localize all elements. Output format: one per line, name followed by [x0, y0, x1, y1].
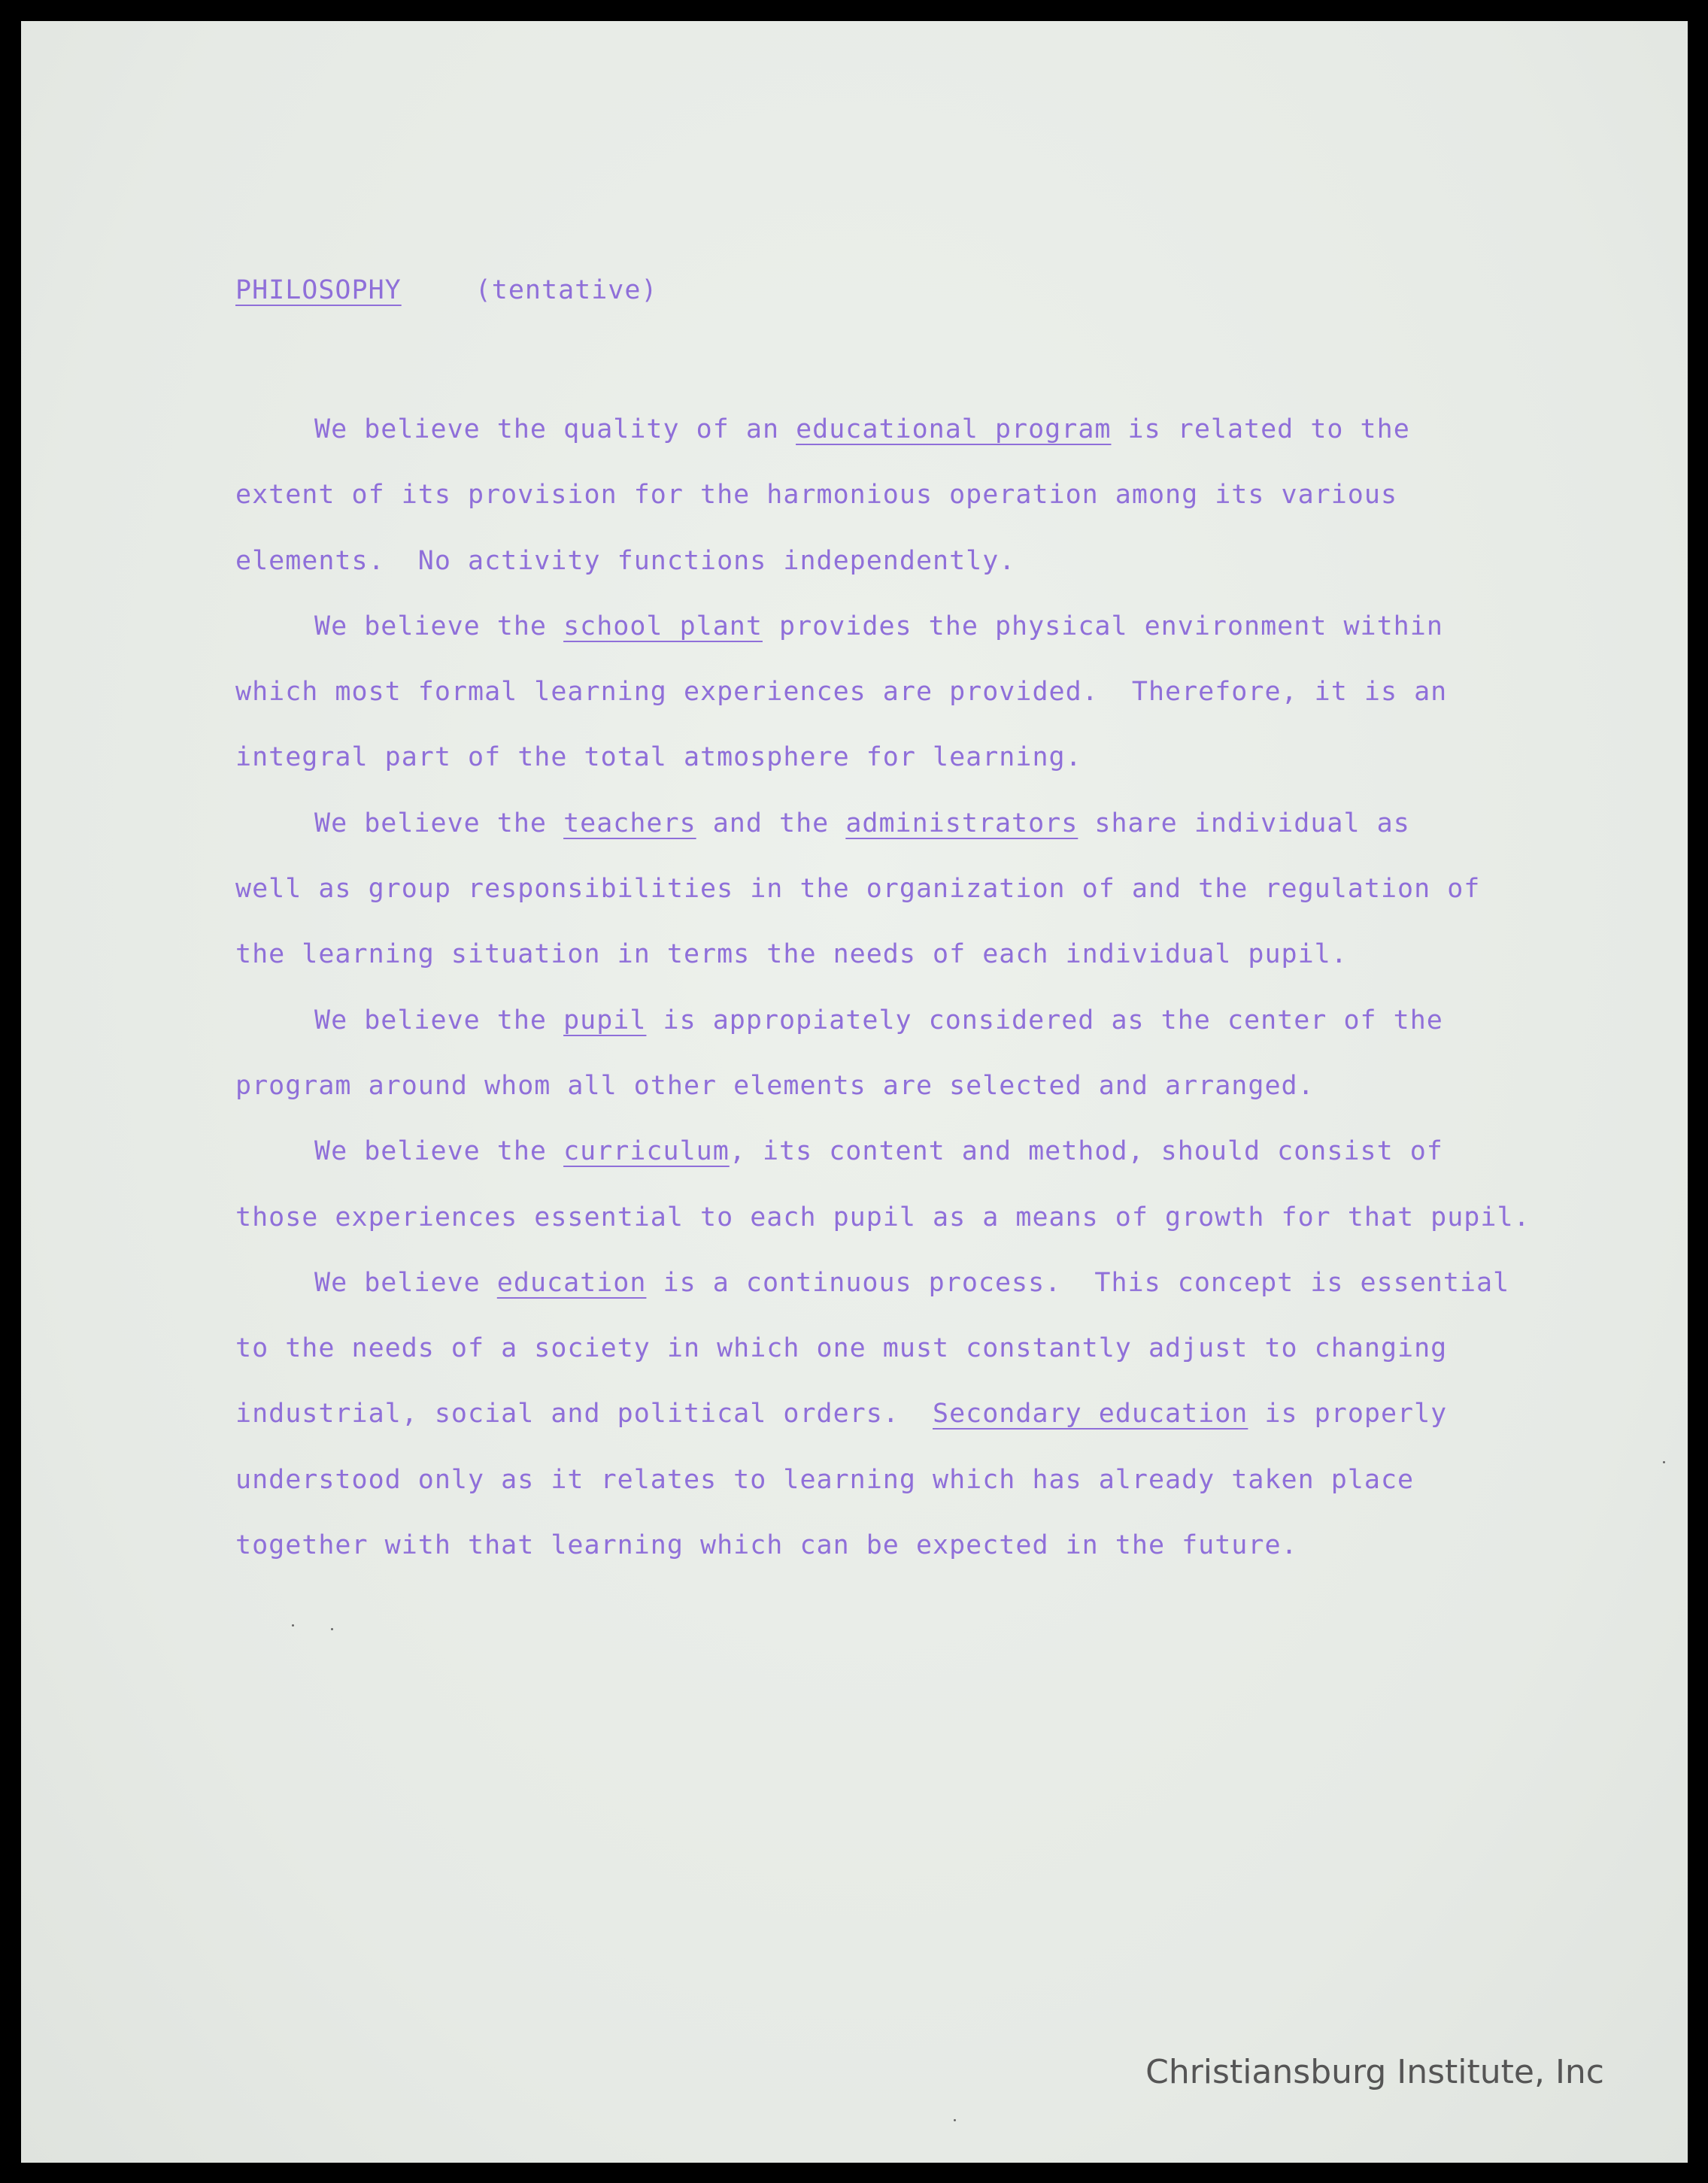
- text-segment: program around whom all other elements are selected and arranged.: [235, 1070, 1315, 1101]
- text-segment: integral part of the total atmosphere for learning.: [235, 742, 1082, 773]
- text-line: [235, 594, 1567, 659]
- text-segment: is appropiately considered as the center of the: [646, 1005, 1443, 1035]
- paragraph: [235, 791, 1567, 988]
- text-segment: industrial, social and political orders.: [235, 1399, 933, 1430]
- paper-speck: [954, 2119, 956, 2121]
- text-segment: is related to the: [1111, 414, 1410, 444]
- text-line: [235, 397, 1567, 462]
- text-segment: understood only as it relates to learning which has already taken place: [235, 1464, 1415, 1495]
- text-line: [235, 1054, 1567, 1119]
- paper-speck: [331, 1628, 333, 1630]
- text-segment: extent of its provision for the harmonious operation among its various: [235, 480, 1398, 511]
- text-line: [235, 1251, 1567, 1316]
- paragraph: [235, 988, 1567, 1120]
- underlined-term: administrators: [845, 808, 1078, 838]
- text-segment: share individual as: [1078, 808, 1410, 838]
- watermark: Christiansburg Institute, Inc: [1145, 2053, 1604, 2091]
- text-segment: those experiences essential to each pupil as a means of growth for that pupil.: [235, 1202, 1531, 1232]
- text-line: [235, 725, 1567, 790]
- text-segment: We believe the: [314, 1136, 564, 1167]
- paragraph: [235, 1119, 1567, 1251]
- text-line: [235, 857, 1567, 922]
- title-row: [235, 275, 658, 308]
- text-segment: , its content and method, should consist of: [729, 1136, 1443, 1167]
- paragraph: [235, 397, 1567, 594]
- text-line: [235, 988, 1567, 1054]
- text-segment: to the needs of a society in which one must constantly adjust to changing: [235, 1333, 1448, 1364]
- text-segment: We believe the quality of an: [314, 414, 796, 444]
- text-line: [235, 1381, 1567, 1447]
- text-line: [235, 1185, 1567, 1251]
- underlined-term: curriculum: [563, 1136, 730, 1167]
- text-segment: provides the physical environment within: [762, 611, 1443, 641]
- text-line: [235, 922, 1567, 987]
- underlined-term: educational program: [796, 414, 1112, 444]
- text-segment: and the: [696, 808, 846, 838]
- paragraph: [235, 594, 1567, 791]
- text-segment: We believe the: [314, 1005, 564, 1035]
- text-line: [235, 1119, 1567, 1184]
- underlined-term: pupil: [563, 1005, 647, 1035]
- title-note: (tentative): [475, 275, 658, 305]
- text-segment: elements. No activity functions independently.: [235, 545, 1016, 576]
- text-line: [235, 1316, 1567, 1381]
- paper-speck: [292, 1624, 294, 1627]
- text-segment: We believe the: [314, 808, 564, 838]
- document-page: [21, 21, 1688, 2163]
- text-segment: well as group responsibilities in the organization of and the regulation of: [235, 874, 1481, 905]
- text-segment: which most formal learning experiences are provided. Therefore, it is an: [235, 677, 1448, 708]
- text-segment: is a continuous process. This concept is essential: [646, 1267, 1510, 1298]
- text-line: [235, 1513, 1567, 1578]
- text-line: [235, 791, 1567, 857]
- underlined-term: teachers: [563, 808, 696, 838]
- underlined-term: school plant: [563, 611, 763, 641]
- paper-speck: [1663, 1461, 1665, 1463]
- text-line: [235, 1448, 1567, 1513]
- text-line: [235, 462, 1567, 528]
- underlined-term: Secondary education: [933, 1399, 1248, 1430]
- text-segment: We believe the: [314, 611, 564, 641]
- text-line: [235, 529, 1567, 594]
- text-segment: is properly: [1248, 1399, 1448, 1430]
- body-text: [235, 397, 1567, 1578]
- page-title: PHILOSOPHY: [235, 275, 402, 305]
- underlined-term: education: [496, 1267, 647, 1298]
- paragraph: [235, 1251, 1567, 1578]
- text-segment: together with that learning which can be expected in the future.: [235, 1530, 1298, 1561]
- text-line: [235, 659, 1567, 725]
- text-segment: We believe: [314, 1267, 497, 1298]
- text-segment: the learning situation in terms the needs of each individual pupil.: [235, 939, 1348, 970]
